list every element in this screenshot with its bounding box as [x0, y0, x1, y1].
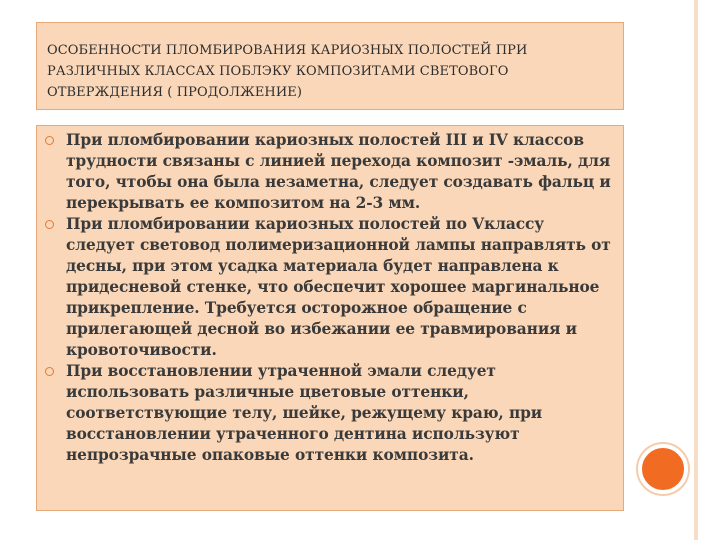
bullet-circle-icon: [45, 136, 54, 145]
bullet-circle-icon: [45, 220, 54, 229]
bullet-circle-icon: [45, 367, 54, 376]
slide-title: ОСОБЕННОСТИ ПЛОМБИРОВАНИЯ КАРИОЗНЫХ ПОЛОСТЕЙ ПРИ РАЗЛИЧНЫХ КЛАССАХ ПОБЛЭКУ КОМПОЗИТАМИ СВЕТОВОГО ОТВЕРЖДЕНИЯ ( ПРОДОЛЖЕНИЕ): [47, 43, 528, 100]
bullet-text: При пломбировании кариозных полостей по Vклассу следует световод полимеризационной лампы направлять от десны, при этом усадка материала будет направлена к придесневой стенке, что обеспечит хорошее маргинальное прикрепление. Требуется осторожное обращение с прилегающей десной во избежании ее травмирования и кровоточивости.: [66, 215, 611, 359]
bullet-list: [43, 130, 615, 466]
slide-title-box: [36, 22, 624, 110]
decorative-circle-icon: [638, 444, 688, 494]
slide-content-box: [36, 125, 624, 511]
decorative-vertical-line: [694, 0, 698, 540]
bullet-item: [43, 214, 615, 361]
bullet-item: [43, 361, 615, 466]
bullet-text: При восстановлении утраченной эмали следует использовать различные цветовые оттенки, соответствующие телу, шейке, режущему краю, при восстановлении утраченного дентина используют непрозрачные опаковые оттенки композита.: [66, 362, 543, 464]
bullet-text: При пломбировании кариозных полостей III и IV классов трудности связаны с линией перехода композит -эмаль, для того, чтобы она была незаметна, следует создавать фальц и перекрывать ее композитом на 2-3 мм.: [66, 131, 611, 212]
bullet-item: [43, 130, 615, 214]
